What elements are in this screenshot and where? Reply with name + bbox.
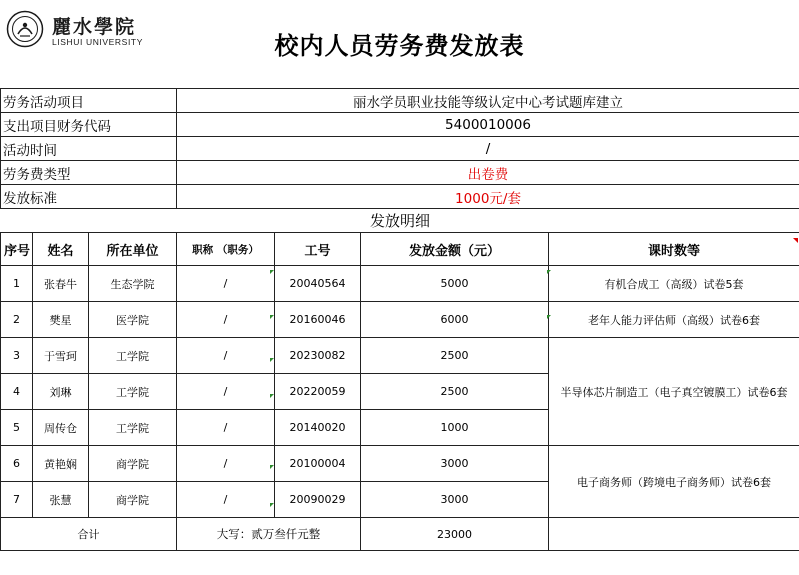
cell-amount: 2500 — [361, 374, 549, 410]
cell-id: 20140020 — [275, 410, 361, 446]
info-label: 支出项目财务代码 — [1, 113, 177, 137]
cell-title: / — [177, 374, 275, 410]
cell-title: / — [177, 302, 275, 338]
cell-seq: 6 — [1, 446, 33, 482]
cell-amount: 6000 — [361, 302, 549, 338]
cell-name: 张春牛 — [33, 266, 89, 302]
cell-id: 20040564 — [275, 266, 361, 302]
cell-unit: 医学院 — [89, 302, 177, 338]
header — [0, 0, 799, 88]
comment-marker-icon — [270, 503, 274, 507]
col-header-id: 工号 — [275, 233, 361, 266]
table-row — [1, 266, 799, 302]
cell-course: 半导体芯片制造工（电子真空镀膜工）试卷6套 — [549, 338, 799, 446]
col-header-name: 姓名 — [33, 233, 89, 266]
total-row — [1, 518, 799, 551]
cell-name: 黄艳娴 — [33, 446, 89, 482]
info-row-project — [1, 89, 799, 113]
section-row — [1, 209, 799, 233]
total-uppercase: 大写：贰万叁仟元整 — [177, 518, 361, 551]
cell-id: 20220059 — [275, 374, 361, 410]
comment-marker-icon — [547, 315, 551, 319]
cell-id: 20100004 — [275, 446, 361, 482]
cell-amount: 3000 — [361, 446, 549, 482]
cell-title: / — [177, 338, 275, 374]
info-label: 活动时间 — [1, 137, 177, 161]
cell-title: / — [177, 446, 275, 482]
col-header-seq: 序号 — [1, 233, 33, 266]
info-label: 劳务活动项目 — [1, 89, 177, 113]
logo-name-en: LISHUI UNIVERSITY — [52, 37, 143, 47]
cell-title: / — [177, 482, 275, 518]
col-header-unit: 所在单位 — [89, 233, 177, 266]
cell-course: 有机合成工（高级）试卷5套 — [549, 266, 799, 302]
table-row — [1, 302, 799, 338]
cell-unit: 商学院 — [89, 446, 177, 482]
comment-marker-icon — [270, 270, 274, 274]
comment-indicator-icon — [793, 238, 798, 243]
cell-seq: 2 — [1, 302, 33, 338]
cell-unit: 生态学院 — [89, 266, 177, 302]
comment-marker-icon — [547, 270, 551, 274]
info-label: 发放标准 — [1, 185, 177, 209]
total-label: 合计 — [1, 518, 177, 551]
cell-course: 电子商务师（跨境电子商务师）试卷6套 — [549, 446, 799, 518]
info-value: 出卷费 — [177, 161, 799, 185]
comment-marker-icon — [270, 465, 274, 469]
info-value: 丽水学员职业技能等级认定中心考试题库建立 — [177, 89, 799, 113]
cell-name: 周传仓 — [33, 410, 89, 446]
col-header-title: 职称 （职务） — [177, 233, 275, 266]
cell-unit: 商学院 — [89, 482, 177, 518]
info-row-fee-type — [1, 161, 799, 185]
cell-course: 老年人能力评估师（高级）试卷6套 — [549, 302, 799, 338]
info-row-activity-time — [1, 137, 799, 161]
total-amount: 23000 — [361, 518, 549, 551]
cell-unit: 工学院 — [89, 374, 177, 410]
cell-name: 于雪珂 — [33, 338, 89, 374]
logo-name-cn: 麗水學院 — [52, 16, 137, 38]
info-value: / — [177, 137, 799, 161]
cell-title: / — [177, 410, 275, 446]
cell-seq: 1 — [1, 266, 33, 302]
cell-amount: 1000 — [361, 410, 549, 446]
info-label: 劳务费类型 — [1, 161, 177, 185]
info-value: 5400010006 — [177, 113, 799, 137]
cell-amount: 2500 — [361, 338, 549, 374]
cell-seq: 5 — [1, 410, 33, 446]
info-value: 1000元/套 — [177, 185, 799, 209]
info-row-standard — [1, 185, 799, 209]
cell-amount: 5000 — [361, 266, 549, 302]
comment-marker-icon — [270, 394, 274, 398]
cell-name: 刘琳 — [33, 374, 89, 410]
table-row — [1, 338, 799, 374]
column-header-row — [1, 233, 799, 266]
cell-id: 20160046 — [275, 302, 361, 338]
page-title: 校内人员劳务费发放表 — [274, 31, 525, 60]
cell-amount: 3000 — [361, 482, 549, 518]
cell-name: 张慧 — [33, 482, 89, 518]
cell-seq: 4 — [1, 374, 33, 410]
info-row-finance-code — [1, 113, 799, 137]
total-empty — [549, 518, 799, 551]
cell-id: 20230082 — [275, 338, 361, 374]
col-header-amount: 发放金额（元） — [361, 233, 549, 266]
comment-marker-icon — [270, 315, 274, 319]
cell-seq: 3 — [1, 338, 33, 374]
cell-unit: 工学院 — [89, 410, 177, 446]
cell-name: 樊星 — [33, 302, 89, 338]
cell-id: 20090029 — [275, 482, 361, 518]
cell-seq: 7 — [1, 482, 33, 518]
payment-sheet — [0, 88, 799, 551]
section-title: 发放明细 — [1, 209, 799, 233]
col-header-course: 课时数等 — [549, 233, 799, 266]
table-row — [1, 446, 799, 482]
cell-title: / — [177, 266, 275, 302]
comment-marker-icon — [270, 358, 274, 362]
cell-unit: 工学院 — [89, 338, 177, 374]
